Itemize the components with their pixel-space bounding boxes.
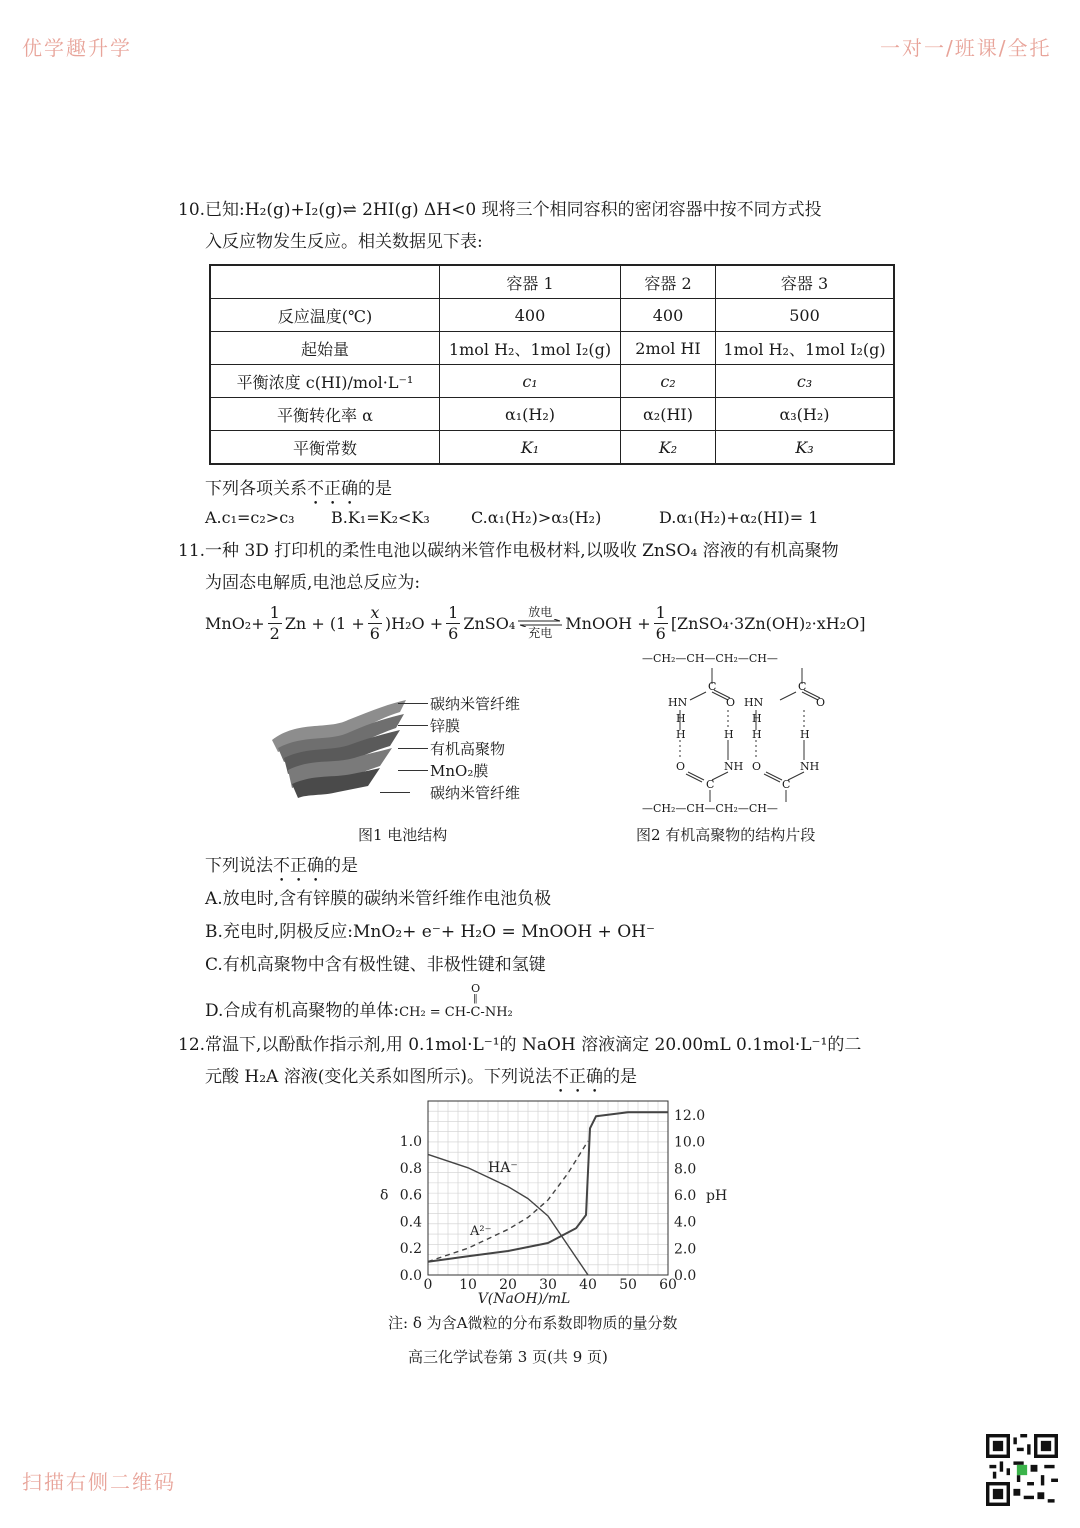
eq-fraction [446, 603, 460, 644]
watermark-top-left: 优学趣升学 [22, 36, 132, 60]
page-footer: 高三化学试卷第 3 页(共 9 页) [408, 1348, 608, 1366]
q12-line1: 12.常温下,以酚酞作指示剂,用 0.1mol·L⁻¹的 NaOH 溶液滴定 20.00mL 0.1mol·L⁻¹的二 [178, 1035, 862, 1055]
table-cell: α₂(HI) [621, 398, 716, 431]
table-row [210, 431, 894, 465]
y-right-tick-label: 6.0 [674, 1188, 697, 1204]
atom-label: C [708, 680, 717, 693]
qr-code-icon [986, 1434, 1058, 1506]
y-right-tick-label: 12.0 [674, 1108, 706, 1124]
q11-equation [205, 598, 865, 648]
eq-reversible-arrow [518, 606, 562, 640]
table-cell: 平衡浓度 c(HI)/mol·L⁻¹ [210, 365, 440, 398]
option-c: C.α₁(H₂)>α₃(H₂) [471, 508, 602, 527]
atom-label: H [800, 728, 810, 741]
table-cell: c₃ [716, 365, 895, 398]
y-left-tick-label: 0.2 [399, 1241, 422, 1258]
eq-part: )H₂O + [384, 613, 444, 633]
y-left-axis-label: δ [380, 1187, 389, 1204]
table-cell: c₂ [621, 365, 716, 398]
atom-label: O [752, 760, 762, 773]
x-tick-label: 20 [499, 1277, 517, 1293]
table-row [210, 398, 894, 431]
prompt-text: 下列说法 [205, 856, 273, 876]
x-tick-label: 10 [459, 1277, 477, 1293]
option-d-text: D.合成有机高聚物的单体: [205, 1001, 400, 1021]
eq-fraction [268, 603, 282, 644]
eq-part: Zn + (1 + [284, 613, 365, 633]
y-right-tick-label: 0.0 [674, 1268, 697, 1284]
prompt-emphasis: 不正确 [273, 856, 324, 876]
atom-label: H [676, 712, 686, 725]
eq-part: ZnSO₄ [463, 613, 516, 633]
table-row [210, 332, 894, 365]
atom-label: C [782, 778, 791, 791]
fig2-caption: 图2 有机高聚物的结构片段 [636, 826, 816, 844]
x-tick-label: 50 [619, 1277, 637, 1293]
table-cell: 起始量 [210, 332, 440, 365]
eq-fraction [368, 603, 382, 644]
fig1-leader-line [398, 725, 428, 726]
prompt-emphasis: 不正确 [552, 1067, 603, 1087]
table-header-cell [210, 265, 440, 299]
table-cell: K₃ [716, 431, 895, 465]
table-cell: 400 [440, 299, 621, 332]
q10-line1: 10.已知:H₂(g)+I₂(g)⇌ 2HI(g) ΔH<0 现将三个相同容积的密闭容器中按不同方式投 [178, 200, 822, 220]
atom-label: O [816, 696, 826, 709]
y-left-tick-label: 0.6 [399, 1187, 422, 1204]
q11-option-b: B.充电时,阴极反应:MnO₂+ e⁻+ H₂O = MnOOH + OH⁻ [205, 922, 655, 942]
option-d-formula [399, 982, 513, 1020]
table-cell: 2mol HI [621, 332, 716, 365]
chain-bottom: —CH₂—CH—CH₂—CH— [642, 802, 778, 815]
table-cell: α₃(H₂) [716, 398, 895, 431]
atom-label: O [676, 760, 686, 773]
atom-label: H [752, 728, 762, 741]
q11-line1: 11.一种 3D 打印机的柔性电池以碳纳米管作电极材料,以吸收 ZnSO₄ 溶液的有机高聚物 [178, 541, 839, 561]
fig1-leader-line [398, 770, 428, 771]
table-header-cell: 容器 3 [716, 265, 895, 299]
fig1-leader-line [398, 748, 428, 749]
atom-label: H [724, 728, 734, 741]
arrow-top-label: 放电 [528, 605, 553, 619]
eq-num: 1 [448, 602, 459, 622]
y-left-tick-label: 0.4 [399, 1214, 422, 1231]
fig1-leader-line [380, 792, 410, 793]
y-left-tick-label: 1.0 [399, 1134, 422, 1150]
option-b: B.K₁=K₂<K₃ [331, 508, 430, 527]
eq-fraction [654, 603, 668, 644]
monomer-formula: CH₂ = CH-C-NH₂ [399, 1005, 513, 1020]
fig1-caption: 图1 电池结构 [358, 826, 448, 844]
fig1-label: MnO₂膜 [430, 761, 489, 780]
eq-den: 6 [369, 623, 380, 643]
q11-option-a: A.放电时,含有锌膜的碳纳米管纤维作电池负极 [205, 889, 552, 909]
arrow-bottom-label: 充电 [528, 626, 553, 640]
fig1-labels [430, 693, 520, 804]
eq-num: 1 [655, 602, 666, 622]
q11-option-c: C.有机高聚物中含有极性键、非极性键和氢键 [205, 955, 546, 975]
option-a: A.c₁=c₂>c₃ [205, 508, 295, 527]
atom-label: NH [724, 760, 744, 773]
prompt-text: 的是 [324, 856, 358, 876]
table-cell: 1mol H₂、1mol I₂(g) [440, 332, 621, 365]
table-cell: 平衡常数 [210, 431, 440, 465]
y-right-axis-label: pH [706, 1188, 728, 1204]
table-row [210, 365, 894, 398]
atom-label: HN [744, 696, 764, 709]
fig1-label: 碳纳米管纤维 [430, 784, 521, 803]
y-right-tick-label: 8.0 [674, 1161, 697, 1178]
eq-num: 1 [269, 602, 280, 622]
q12-line2 [205, 1062, 637, 1097]
prompt-text: 下列各项关系 [205, 479, 307, 499]
polymer-structure-figure [640, 650, 840, 822]
option-d: D.α₁(H₂)+α₂(HI)= 1 [659, 508, 819, 527]
q11-prompt [205, 851, 358, 886]
q10-prompt [205, 474, 392, 509]
prompt-text: 元酸 H₂A 溶液(变化关系如图所示)。下列说法 [205, 1067, 552, 1087]
fig1-label: 锌膜 [430, 717, 461, 736]
eq-num: x [370, 602, 380, 622]
q10-line2: 入反应物发生反应。相关数据见下表: [205, 232, 483, 252]
fig1-label: 碳纳米管纤维 [430, 695, 521, 713]
eq-part: MnO₂+ [205, 613, 265, 633]
y-right-tick-label: 4.0 [674, 1214, 697, 1231]
watermark-top-right: 一对一/班课/全托 [880, 36, 1052, 60]
fig1-label: 有机高聚物 [430, 739, 506, 758]
atom-label: O [726, 696, 736, 709]
x-tick-label: 60 [659, 1277, 677, 1293]
atom-label: HN [668, 696, 688, 709]
atom-label: H [752, 712, 762, 725]
eq-part: MnOOH + [565, 613, 651, 633]
atom-label: H [676, 728, 686, 741]
q11-option-d [205, 982, 513, 1028]
table-cell: 400 [621, 299, 716, 332]
table-cell: c₁ [440, 365, 621, 398]
table-cell: 500 [716, 299, 895, 332]
eq-den: 6 [448, 623, 459, 643]
polymer-bonds [640, 650, 840, 822]
chain-top: —CH₂—CH—CH₂—CH— [642, 652, 778, 665]
table-cell: K₁ [440, 431, 621, 465]
x-axis-label: V(NaOH)/mL [477, 1291, 571, 1307]
table-cell: 平衡转化率 α [210, 398, 440, 431]
x-tick-label: 40 [579, 1277, 597, 1293]
x-tick-label: 30 [539, 1277, 557, 1293]
battery-structure-figure [268, 690, 408, 800]
series-label-ha: HA⁻ [488, 1159, 518, 1176]
watermark-bottom-left: 扫描右侧二维码 [22, 1470, 176, 1494]
atom-label: NH [800, 760, 820, 773]
chart-note: 注: δ 为含A微粒的分布系数即物质的量分数 [388, 1314, 678, 1332]
atom-label: C [706, 778, 715, 791]
titration-chart [370, 1095, 740, 1315]
table-cell: 1mol H₂、1mol I₂(g) [716, 332, 895, 365]
y-right-tick-label: 10.0 [674, 1134, 706, 1151]
prompt-emphasis: 不正确 [307, 479, 358, 499]
prompt-text: 的是 [603, 1067, 637, 1087]
q10-options [205, 505, 818, 531]
table-row [210, 299, 894, 332]
atom-label: C [798, 680, 807, 693]
prompt-text: 的是 [358, 479, 392, 499]
table-cell: 反应温度(℃) [210, 299, 440, 332]
x-tick-label: 0 [423, 1277, 433, 1293]
y-left-tick-label: 0.0 [399, 1268, 422, 1284]
double-bond-icon: ‖ [473, 994, 478, 1004]
eq-part: [ZnSO₄·3Zn(OH)₂·xH₂O] [670, 613, 866, 633]
eq-den: 6 [655, 623, 666, 643]
table-cell: K₂ [621, 431, 716, 465]
series-label-a2: A²⁻ [470, 1223, 492, 1239]
y-left-tick-label: 0.8 [399, 1160, 422, 1177]
table-header-cell: 容器 1 [440, 265, 621, 299]
eq-den: 2 [269, 623, 280, 643]
q11-line2: 为固态电解质,电池总反应为: [205, 573, 421, 593]
table-header-cell: 容器 2 [621, 265, 716, 299]
q10-table [209, 264, 895, 465]
fig1-leader-line [398, 703, 428, 704]
carbonyl-o: O [471, 982, 481, 995]
y-right-tick-label: 2.0 [674, 1241, 697, 1258]
table-cell: α₁(H₂) [440, 398, 621, 431]
